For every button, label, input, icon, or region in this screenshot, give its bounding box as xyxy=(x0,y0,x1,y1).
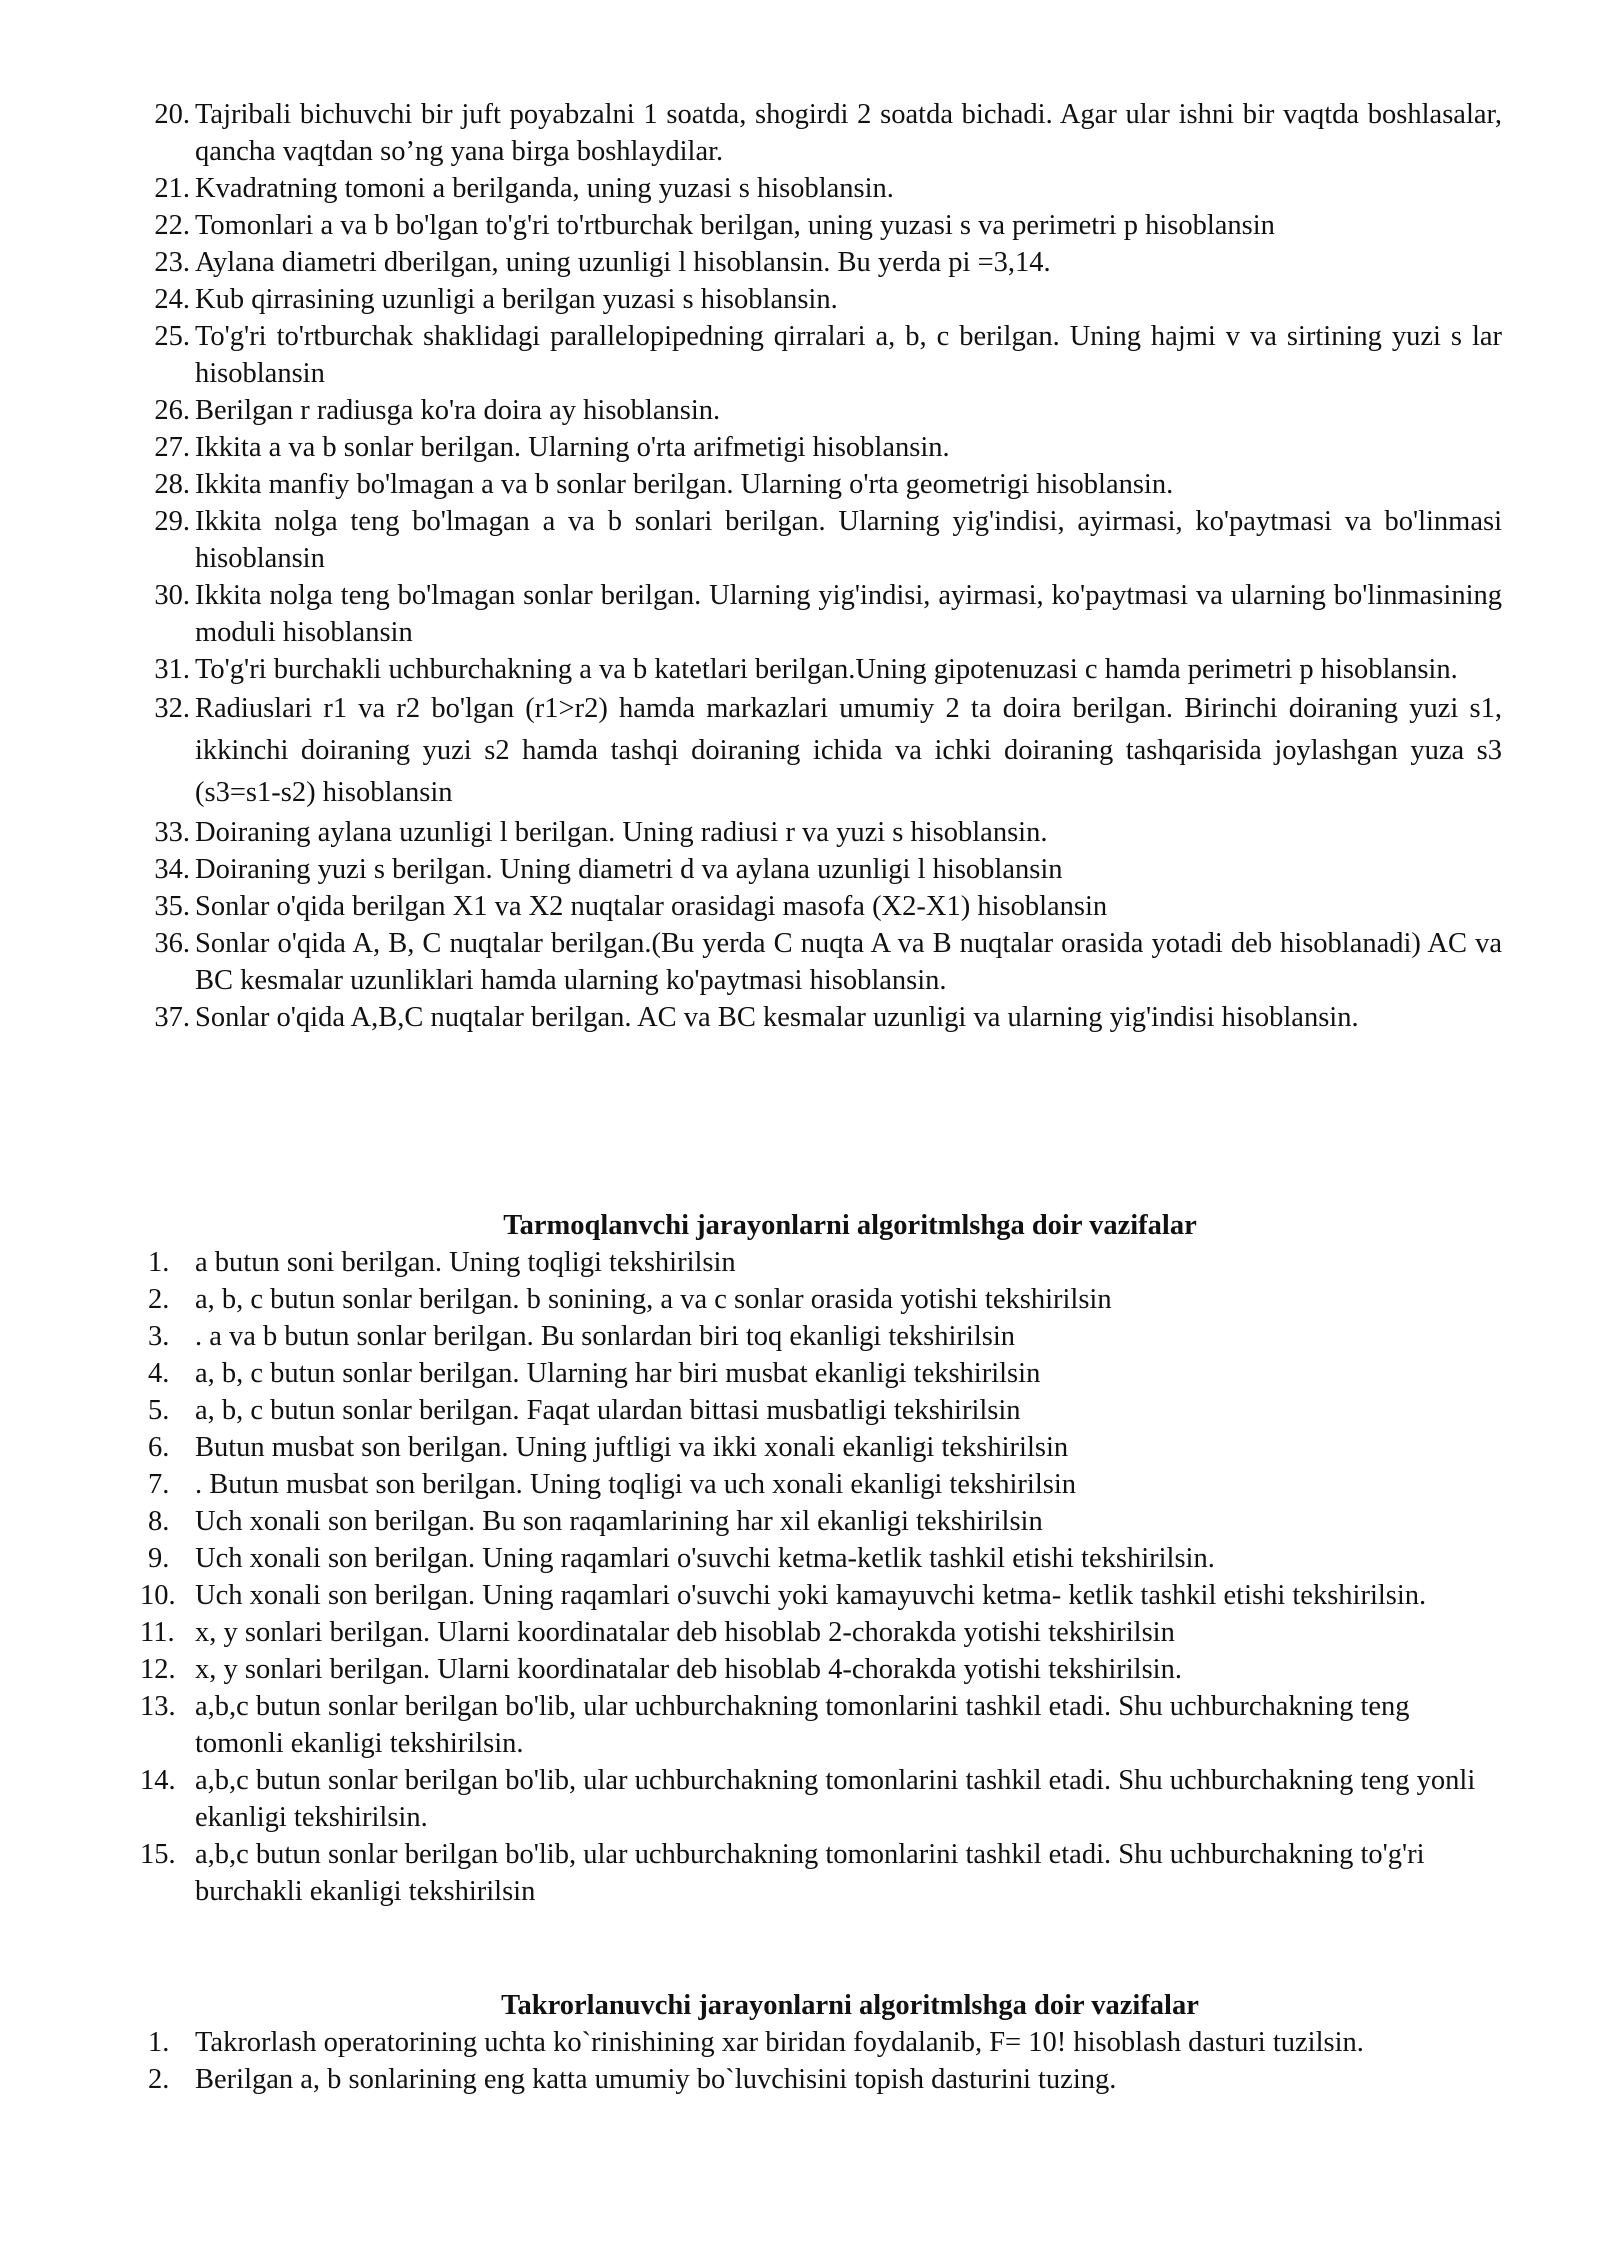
list-item xyxy=(140,1244,1502,1281)
item-text: Ikkita manfiy bo'lmagan a va b sonlar berilgan. Ularning o'rta geometrigi hisoblansin. xyxy=(195,469,1174,500)
item-text: Ikkita nolga teng bo'lmagan a va b sonlari berilgan. Ularning yig'indisi, ayirmasi, ko'paytmasi va bo'linmasi hisoblansin xyxy=(195,506,1502,574)
item-number: 23. xyxy=(154,247,190,278)
looping-task-list xyxy=(140,2024,1502,2098)
item-text: Tomonlari a va b bo'lgan to'g'ri to'rtburchak berilgan, uning yuzasi s va perimetri p hisoblansin xyxy=(195,210,1275,241)
list-item xyxy=(140,888,1502,925)
item-number: 27. xyxy=(154,432,190,463)
item-number: 30. xyxy=(154,580,190,611)
item-text: Berilgan r radiusga ko'ra doira ay hisoblansin. xyxy=(195,395,721,426)
branching-task-list xyxy=(140,1244,1502,1910)
item-text: Uch xonali son berilgan. Uning raqamlari o'suvchi yoki kamayuvchi ketma- ketlik tashkil etishi tekshirilsin. xyxy=(195,1580,1427,1611)
item-number: 37. xyxy=(154,1002,190,1033)
list-item xyxy=(140,1614,1502,1651)
section-heading-branching: Tarmoqlanvchi jarayonlarni algoritmlshga doir vazifalar xyxy=(503,1210,1197,1241)
item-text: . Butun musbat son berilgan. Uning toqligi va uch xonali ekanligi tekshirilsin xyxy=(195,1469,1077,1500)
item-number: 20. xyxy=(154,99,190,130)
item-number: 26. xyxy=(154,395,190,426)
item-text: Sonlar o'qida A,B,C nuqtalar berilgan. AC va BC kesmalar uzunligi va ularning yig'indisi hisoblansin. xyxy=(195,1002,1359,1033)
list-item xyxy=(140,1762,1502,1836)
item-text: . a va b butun sonlar berilgan. Bu sonlardan biri toq ekanligi tekshirilsin xyxy=(195,1321,1016,1352)
list-item xyxy=(140,1318,1502,1355)
list-item xyxy=(140,244,1502,281)
item-number: 4. xyxy=(148,1358,170,1389)
section-heading-looping: Takrorlanuvchi jarayonlarni algoritmlshga doir vazifalar xyxy=(501,1990,1199,2021)
list-item xyxy=(140,1688,1502,1762)
item-number: 10. xyxy=(140,1580,176,1611)
list-item xyxy=(140,1836,1502,1910)
list-item xyxy=(140,503,1502,577)
item-text: Kub qirrasining uzunligi a berilgan yuzasi s hisoblansin. xyxy=(195,284,838,315)
list-item xyxy=(140,999,1502,1036)
list-item xyxy=(140,1503,1502,1540)
item-number: 11. xyxy=(140,1617,175,1648)
list-item xyxy=(140,466,1502,503)
item-number: 28. xyxy=(154,469,190,500)
list-item xyxy=(140,170,1502,207)
item-number: 14. xyxy=(140,1765,176,1796)
item-text: Takrorlash operatorining uchta ko`rinishining xar biridan foydalanib, F= 10! hisoblash dasturi tuzilsin. xyxy=(195,2027,1364,2058)
list-item xyxy=(140,1429,1502,1466)
list-item xyxy=(140,651,1502,688)
list-item xyxy=(140,1540,1502,1577)
item-text: Butun musbat son berilgan. Uning juftligi va ikki xonali ekanligi tekshirilsin xyxy=(195,1432,1069,1463)
item-text: a,b,c butun sonlar berilgan bo'lib, ular uchburchakning tomonlarini tashkil etadi. Shu uchburchakning teng yonli ekanligi tekshirilsin. xyxy=(195,1765,1476,1833)
item-text: a, b, c butun sonlar berilgan. Ularning har biri musbat ekanligi tekshirilsin xyxy=(195,1358,1041,1389)
list-item xyxy=(140,2024,1502,2061)
item-number: 12. xyxy=(140,1654,176,1685)
item-text: Doiraning aylana uzunligi l berilgan. Uning radiusi r va yuzi s hisoblansin. xyxy=(195,817,1048,848)
item-text: a,b,c butun sonlar berilgan bo'lib, ular uchburchakning tomonlarini tashkil etadi. Shu uchburchakning to'g'ri burchakli ekanligi tekshirilsin xyxy=(195,1839,1425,1907)
item-text: Berilgan a, b sonlarining eng katta umumiy bo`luvchisini topish dasturini tuzing. xyxy=(195,2064,1117,2095)
formula-task-list xyxy=(140,96,1502,1036)
item-text: To'g'ri to'rtburchak shaklidagi parallelopipedning qirralari a, b, c berilgan. Uning hajmi v va sirtining yuzi s lar hisoblansin xyxy=(195,321,1502,389)
list-item xyxy=(140,1466,1502,1503)
item-number: 6. xyxy=(148,1432,170,1463)
item-number: 13. xyxy=(140,1691,176,1722)
item-number: 25. xyxy=(154,321,190,352)
list-item xyxy=(140,392,1502,429)
item-text: Radiuslari r1 va r2 bo'lgan (r1>r2) hamda markazlari umumiy 2 ta doira berilgan. Birinchi doiraning yuzi s1, ikkinchi doiraning yuzi s2 hamda tashqi doiraning ichida va ichki doiraning tashqarisida joylashgan yuza s3 (s3=s1-s2) hisoblansin xyxy=(195,693,1502,808)
item-text: a,b,c butun sonlar berilgan bo'lib, ular uchburchakning tomonlarini tashkil etadi. Shu uchburchakning teng tomonli ekanligi tekshirilsin. xyxy=(195,1691,1410,1759)
list-item xyxy=(140,429,1502,466)
item-number: 1. xyxy=(148,1247,170,1278)
item-text: Doiraning yuzi s berilgan. Uning diametri d va aylana uzunligi l hisoblansin xyxy=(195,854,1063,885)
item-number: 36. xyxy=(154,928,190,959)
list-item xyxy=(140,851,1502,888)
item-text: a butun soni berilgan. Uning toqligi tekshirilsin xyxy=(195,1247,736,1278)
list-item xyxy=(140,1651,1502,1688)
item-number: 3. xyxy=(148,1321,170,1352)
list-item xyxy=(140,96,1502,170)
list-item xyxy=(140,1355,1502,1392)
item-text: To'g'ri burchakli uchburchakning a va b katetlari berilgan.Uning gipotenuzasi c hamda perimetri p hisoblansin. xyxy=(195,654,1458,685)
list-item xyxy=(140,2061,1502,2098)
list-item xyxy=(140,925,1502,999)
list-item xyxy=(140,1281,1502,1318)
item-number: 24. xyxy=(154,284,190,315)
item-number: 31. xyxy=(154,654,190,685)
item-text: Tajribali bichuvchi bir juft poyabzalni 1 soatda, shogirdi 2 soatda bichadi. Agar ular ishni bir vaqtda boshlasalar, qancha vaqtdan so’ng yana birga boshlaydilar. xyxy=(195,99,1502,167)
item-text: a, b, c butun sonlar berilgan. Faqat ulardan bittasi musbatligi tekshirilsin xyxy=(195,1395,1021,1426)
list-item xyxy=(140,207,1502,244)
item-number: 22. xyxy=(154,210,190,241)
item-number: 8. xyxy=(148,1506,170,1537)
list-item xyxy=(140,281,1502,318)
item-text: a, b, c butun sonlar berilgan. b sonining, a va c sonlar orasida yotishi tekshirilsin xyxy=(195,1284,1112,1315)
item-number: 5. xyxy=(148,1395,170,1426)
item-text: x, y sonlari berilgan. Ularni koordinatalar deb hisoblab 2-chorakda yotishi tekshirilsin xyxy=(195,1617,1175,1648)
item-number: 15. xyxy=(140,1839,176,1870)
item-text: Sonlar o'qida A, B, C nuqtalar berilgan.(Bu yerda C nuqta A va B nuqtalar orasida yotadi deb hisoblanadi) AC va BC kesmalar uzunliklari hamda ularning ko'paytmasi hisoblansin. xyxy=(195,928,1502,996)
item-number: 21. xyxy=(154,173,190,204)
list-item xyxy=(140,1577,1502,1614)
item-number: 32. xyxy=(154,693,190,724)
item-number: 7. xyxy=(148,1469,170,1500)
item-text: Sonlar o'qida berilgan X1 va X2 nuqtalar orasidagi masofa (X2-X1) hisoblansin xyxy=(195,891,1108,922)
item-number: 2. xyxy=(148,2064,170,2095)
item-text: Ikkita a va b sonlar berilgan. Ularning o'rta arifmetigi hisoblansin. xyxy=(195,432,950,463)
item-text: Uch xonali son berilgan. Bu son raqamlarining har xil ekanligi tekshirilsin xyxy=(195,1506,1043,1537)
item-number: 2. xyxy=(148,1284,170,1315)
list-item xyxy=(140,688,1502,814)
item-text: Uch xonali son berilgan. Uning raqamlari o'suvchi ketma-ketlik tashkil etishi tekshirilsin. xyxy=(195,1543,1215,1574)
item-number: 35. xyxy=(154,891,190,922)
item-text: Ikkita nolga teng bo'lmagan sonlar berilgan. Ularning yig'indisi, ayirmasi, ko'paytmasi va ularning bo'linmasining moduli hisoblansin xyxy=(195,580,1502,648)
item-text: Kvadratning tomoni a berilganda, uning yuzasi s hisoblansin. xyxy=(195,173,894,204)
list-item xyxy=(140,814,1502,851)
item-number: 34. xyxy=(154,854,190,885)
list-item xyxy=(140,318,1502,392)
item-text: x, y sonlari berilgan. Ularni koordinatalar deb hisoblab 4-chorakda yotishi tekshirilsin. xyxy=(195,1654,1182,1685)
item-number: 1. xyxy=(148,2027,170,2058)
item-text: Aylana diametri dberilgan, uning uzunligi l hisoblansin. Bu yerda pi =3,14. xyxy=(195,247,1051,278)
list-item xyxy=(140,577,1502,651)
item-number: 9. xyxy=(148,1543,170,1574)
item-number: 29. xyxy=(154,506,190,537)
item-number: 33. xyxy=(154,817,190,848)
list-item xyxy=(140,1392,1502,1429)
